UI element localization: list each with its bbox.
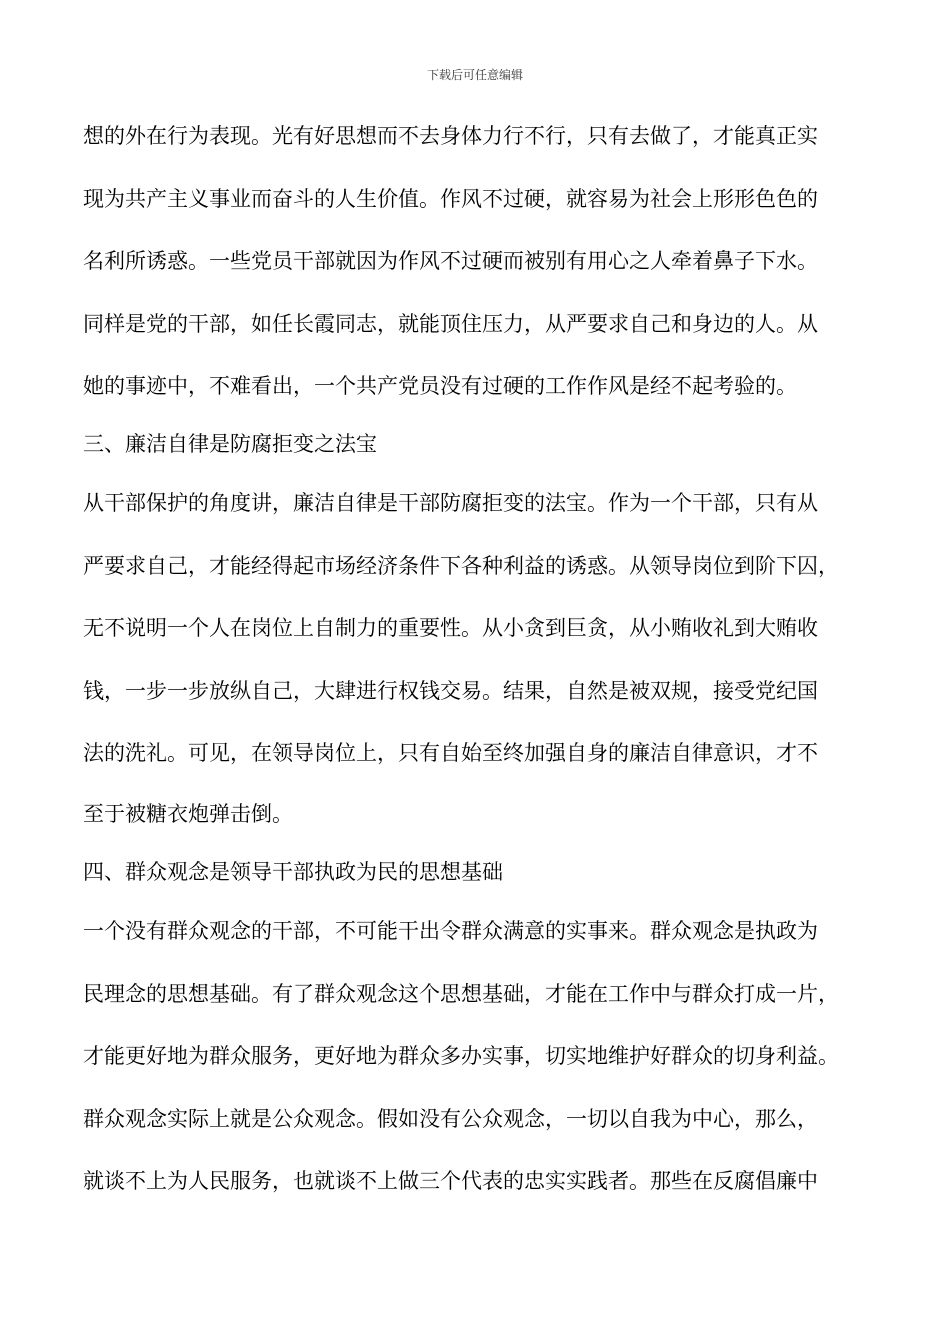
body-line: 她的事迹中，不难看出，一个共产党员没有过硬的工作作风是经不起考验的。 (83, 374, 797, 398)
section-heading-4: 四、群众观念是领导干部执政为民的思想基础 (83, 860, 503, 884)
body-line: 严要求自己，才能经得起市场经济条件下各种利益的诱惑。从领导岗位到阶下囚， (83, 554, 839, 578)
body-line: 钱，一步一步放纵自己，大肆进行权钱交易。结果，自然是被双规，接受党纪国 (83, 679, 818, 703)
body-line: 同样是党的干部，如任长霞同志，就能顶住压力，从严要求自己和身边的人。从 (83, 312, 818, 336)
body-line: 至于被糖衣炮弹击倒。 (83, 802, 293, 826)
body-line: 现为共产主义事业而奋斗的人生价值。作风不过硬，就容易为社会上形形色色的 (83, 187, 818, 211)
body-line: 就谈不上为人民服务，也就谈不上做三个代表的忠实实践者。那些在反腐倡廉中 (83, 1169, 818, 1193)
page-header-note: 下载后可任意编辑 (426, 68, 523, 82)
body-line: 想的外在行为表现。光有好思想而不去身体力行不行，只有去做了，才能真正实 (83, 124, 818, 148)
body-line: 才能更好地为群众服务，更好地为群众多办实事，切实地维护好群众的切身利益。 (83, 1044, 839, 1068)
body-line: 从干部保护的角度讲，廉洁自律是干部防腐拒变的法宝。作为一个干部，只有从 (83, 491, 818, 515)
body-line: 一个没有群众观念的干部，不可能干出令群众满意的实事来。群众观念是执政为 (83, 919, 818, 943)
section-heading-3: 三、廉洁自律是防腐拒变之法宝 (83, 432, 377, 456)
body-line: 群众观念实际上就是公众观念。假如没有公众观念，一切以自我为中心，那么， (83, 1107, 818, 1131)
body-line: 无不说明一个人在岗位上自制力的重要性。从小贪到巨贪，从小贿收礼到大贿收 (83, 616, 818, 640)
body-line: 法的洗礼。可见，在领导岗位上，只有自始至终加强自身的廉洁自律意识，才不 (83, 741, 818, 765)
body-line: 名利所诱惑。一些党员干部就因为作风不过硬而被别有用心之人牵着鼻子下水。 (83, 249, 818, 273)
body-line: 民理念的思想基础。有了群众观念这个思想基础，才能在工作中与群众打成一片， (83, 982, 839, 1006)
